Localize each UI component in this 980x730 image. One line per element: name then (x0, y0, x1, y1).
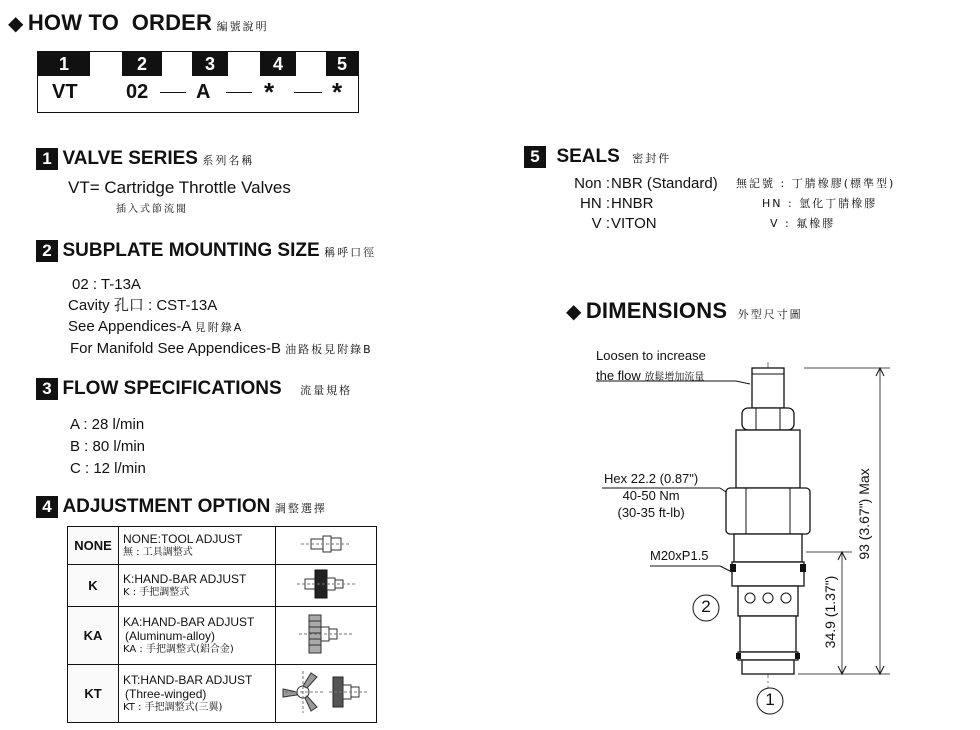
order-title: HOW TO ORDER (27, 10, 213, 35)
nose (742, 660, 794, 674)
adjust-desc-sub: (Three-winged) (125, 686, 207, 701)
section-title-cn: 流量規格 (300, 384, 353, 397)
section-title-cn: 調整選擇 (274, 502, 327, 515)
order-code-row (38, 76, 358, 108)
adjust-desc: K:HAND-BAR ADJUST (123, 571, 247, 586)
position-2: 2 (122, 52, 162, 76)
cavity-line: Cavity 孔口 : CST-13A (68, 297, 218, 314)
flow-c: C : 12 l/min (70, 460, 146, 477)
hand-bar-aluminum-icon (276, 607, 377, 665)
hex-size: Hex 22.2 (0.87") (604, 471, 699, 486)
hex-torque-imperial: (30-35 ft-lb) (617, 505, 685, 520)
appendix-b-cn: 油路板見附錄B (285, 343, 373, 356)
adjust-desc: KA:HAND-BAR ADJUST (123, 614, 255, 629)
section-number: 2 (36, 240, 58, 262)
series-line: VT= Cartridge Throttle Valves (68, 178, 291, 197)
seal-code: Non : (574, 175, 610, 192)
thread-section (734, 534, 802, 562)
table-row (68, 607, 377, 665)
code-series: VT (52, 81, 78, 103)
position-4: 4 (260, 52, 296, 76)
seal-cn: V : 氟橡膠 (770, 217, 836, 230)
three-winged-knob-icon (276, 665, 377, 723)
adjust-desc-cn: KA : 手把調整式(鋁合金) (123, 643, 234, 655)
code-size: 02 (126, 81, 149, 103)
adjust-desc: KT:HAND-BAR ADJUST (123, 672, 253, 687)
section-title: VALVE SERIES (62, 148, 198, 169)
position-5: 5 (326, 52, 358, 76)
table-row (68, 565, 377, 607)
section-title-cn: 密封件 (632, 152, 672, 165)
loosen-cn: 放鬆增加流量 (644, 372, 705, 383)
section-title-cn: 系列名稱 (202, 154, 255, 167)
order-position-row (38, 52, 358, 76)
appendix-a-line: See Appendices-A (68, 318, 191, 335)
tool-adjust-icon (276, 527, 377, 565)
adjust-desc-cn: K : 手把調整式 (123, 586, 190, 598)
table-row (68, 527, 377, 565)
seal-value: NBR (Standard) (611, 175, 718, 192)
section-title: ADJUSTMENT OPTION (62, 496, 271, 517)
code-dash (160, 92, 186, 93)
loosen-line-1: Loosen to increase (596, 348, 706, 363)
dimensions-title: DIMENSIONS (585, 298, 728, 323)
section-adjustment (36, 496, 327, 518)
adjust-code: KT (68, 665, 119, 723)
adjust-desc-cn: 無 : 工具調整式 (123, 546, 193, 558)
adjust-code: NONE (68, 527, 119, 565)
position-1: 1 (38, 52, 90, 76)
dimensions-heading (566, 298, 803, 324)
section-title: FLOW SPECIFICATIONS (62, 378, 282, 399)
series-line-cn: 插入式節流閥 (116, 204, 188, 215)
diamond-icon: ◆ (8, 13, 24, 35)
diamond-icon: ◆ (566, 301, 582, 323)
loosen-line-2: the flow (596, 368, 641, 383)
code-dash (226, 92, 252, 93)
thread-body (732, 562, 804, 586)
appendix-b-line: For Manifold See Appendices-B (70, 340, 281, 357)
hex-body (726, 488, 810, 534)
seal-cn: 無記號 : 丁腈橡膠(標準型) (736, 177, 896, 190)
section-number: 5 (524, 146, 546, 168)
list-item (556, 174, 936, 194)
table-row (68, 665, 377, 723)
seals-list (556, 174, 936, 234)
order-code-box (37, 51, 359, 113)
adjustment-table (67, 526, 377, 723)
section-number: 1 (36, 148, 58, 170)
code-seal: * (332, 77, 343, 107)
order-heading (8, 10, 269, 36)
hex-torque: 40-50 Nm (622, 488, 680, 503)
valve-dimension-drawing (560, 340, 900, 720)
list-item (556, 214, 936, 234)
section-title: SEALS (556, 146, 620, 167)
section-title: SUBPLATE MOUNTING SIZE (62, 240, 320, 261)
lock-nut (742, 408, 794, 430)
seal-value: VITON (611, 215, 657, 232)
lower-length-label: 34.9 (1.37") (822, 575, 838, 649)
code-adjust: * (264, 77, 275, 107)
flow-a: A : 28 l/min (70, 416, 145, 433)
flow-b: B : 80 l/min (70, 438, 146, 455)
code-flow: A (196, 81, 211, 103)
seal-code: V : (591, 215, 610, 232)
section-seals (524, 146, 671, 168)
section-number: 3 (36, 378, 58, 400)
seal-cn: HN : 氫化丁腈橡膠 (762, 197, 878, 210)
size-line: 02 : T-13A (72, 276, 141, 293)
adjust-code: K (68, 565, 119, 607)
code-dash (294, 92, 322, 93)
section-mounting-size (36, 240, 377, 357)
list-item (556, 194, 936, 214)
adjust-code: KA (68, 607, 119, 665)
section-title-cn: 稱呼口徑 (324, 246, 377, 259)
position-3: 3 (192, 52, 228, 76)
dimensions-title-cn: 外型尺寸圖 (737, 308, 803, 321)
seal-code: HN : (579, 195, 610, 212)
hand-bar-icon (276, 565, 377, 607)
order-title-cn: 編號說明 (216, 20, 269, 33)
adjust-desc: NONE:TOOL ADJUST (123, 531, 243, 546)
port-2-label: 2 (701, 597, 711, 616)
adjust-desc-sub: (Aluminum-alloy) (125, 628, 216, 643)
upper-body (736, 430, 800, 488)
loosen-leader (736, 381, 750, 384)
adjust-desc-cn: KT : 手把調整式(三翼) (123, 701, 223, 713)
thread-label: M20xP1.5 (650, 548, 709, 563)
port-1-label: 1 (765, 690, 775, 709)
lower-body (740, 616, 796, 652)
seal-value: HNBR (611, 195, 654, 212)
appendix-a-cn: 見附錄A (194, 321, 244, 334)
section-number: 4 (36, 496, 58, 518)
section-valve-series (36, 148, 291, 215)
total-length-label: 93 (3.67") Max (856, 468, 872, 560)
section-flow (36, 378, 353, 477)
